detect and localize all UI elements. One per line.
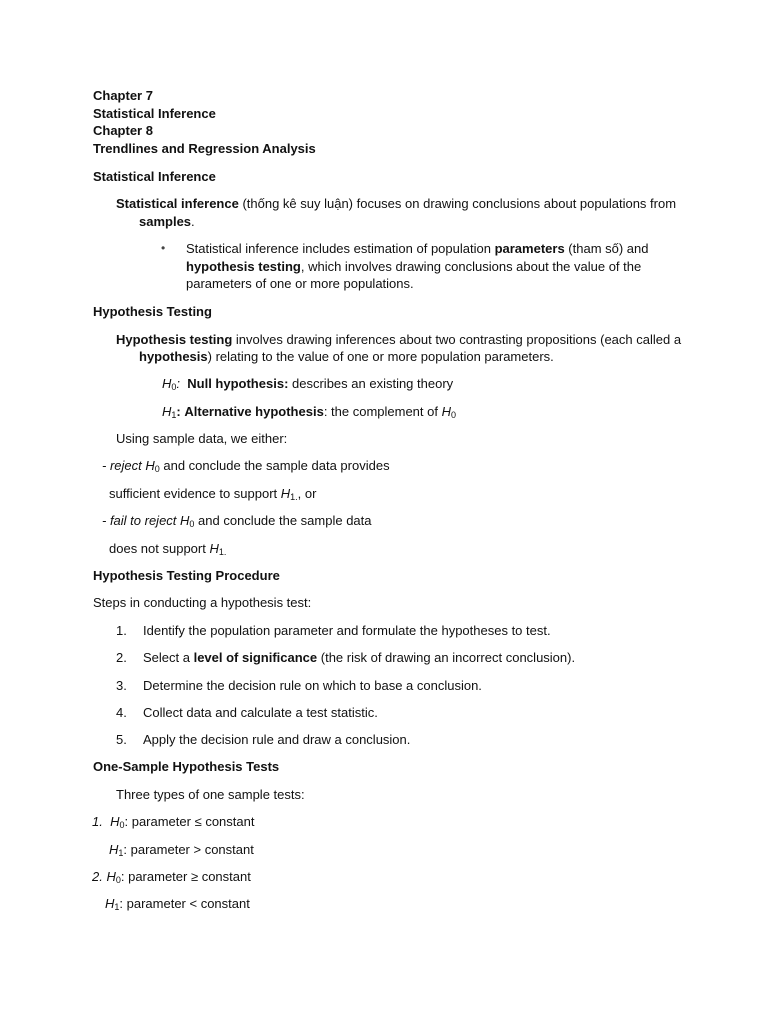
bullet-dot: • <box>161 241 166 255</box>
fail-to-reject-line: - fail to reject $H_0$ and conclude the sample data <box>102 513 372 529</box>
step-number: 2. <box>116 650 127 665</box>
bullet-line2: hypothesis testing, which involves drawing conclusions about the value of the <box>186 259 642 274</box>
sufficient-evidence-line: sufficient evidence to support $H_{1.}$, or <box>109 486 317 502</box>
step-number: 1. <box>116 623 127 638</box>
does-not-support-line: does not support $H_{1.}$ <box>109 541 227 557</box>
step-number: 3. <box>116 678 127 693</box>
procedure-heading: Hypothesis Testing Procedure <box>93 568 280 583</box>
one-sample-heading: One-Sample Hypothesis Tests <box>93 759 280 774</box>
hyp-paragraph-line1: Hypothesis testing involves drawing inferences about two contrasting propositions (each called a <box>116 332 682 347</box>
stat-inf-paragraph-line2: samples. <box>139 214 195 229</box>
test2-h1-line: $H_1$: parameter < constant <box>105 896 250 912</box>
step-text: Collect data and calculate a test statistic. <box>143 705 378 720</box>
step-text: Select a level of significance (the risk of drawing an incorrect conclusion). <box>143 650 576 665</box>
chapter-7-title: Statistical Inference <box>93 106 216 121</box>
reject-line: - reject $H_0$ and conclude the sample data provides <box>102 458 390 474</box>
chapter-8-title: Trendlines and Regression Analysis <box>93 141 316 156</box>
statistical-inference-heading: Statistical Inference <box>93 169 216 184</box>
step-number: 5. <box>116 732 127 747</box>
alternative-hypothesis-line: $H_1$: Alternative hypothesis: the complement of $H_0$ <box>162 404 456 420</box>
hypothesis-testing-heading: Hypothesis Testing <box>93 304 212 319</box>
chapter-8-heading: Chapter 8 <box>93 123 153 138</box>
bullet-line1: Statistical inference includes estimation of population parameters (tham số) and <box>186 241 649 256</box>
using-sample-data: Using sample data, we either: <box>116 431 288 446</box>
null-hypothesis-line: $H_0$: Null hypothesis: describes an existing theory <box>162 376 454 392</box>
test2-h0-line: 2. $H_0$: parameter ≥ constant <box>92 869 251 885</box>
step-text: Determine the decision rule on which to base a conclusion. <box>143 678 482 693</box>
stat-inf-paragraph-line1: Statistical inference (thống kê suy luận) focuses on drawing conclusions about populations from <box>116 196 677 211</box>
one-sample-intro: Three types of one sample tests: <box>116 787 305 802</box>
step-text: Identify the population parameter and formulate the hypotheses to test. <box>143 623 551 638</box>
test1-h1-line: $H_1$: parameter > constant <box>109 842 254 858</box>
step-text: Apply the decision rule and draw a conclusion. <box>143 732 411 747</box>
test1-h0-line: 1. $H_0$: parameter ≤ constant <box>92 814 255 830</box>
chapter-7-heading: Chapter 7 <box>93 88 153 103</box>
step-number: 4. <box>116 705 127 720</box>
procedure-intro: Steps in conducting a hypothesis test: <box>93 595 312 610</box>
hyp-paragraph-line2: hypothesis) relating to the value of one or more population parameters. <box>139 349 554 364</box>
bullet-line3: parameters of one or more populations. <box>186 276 414 291</box>
